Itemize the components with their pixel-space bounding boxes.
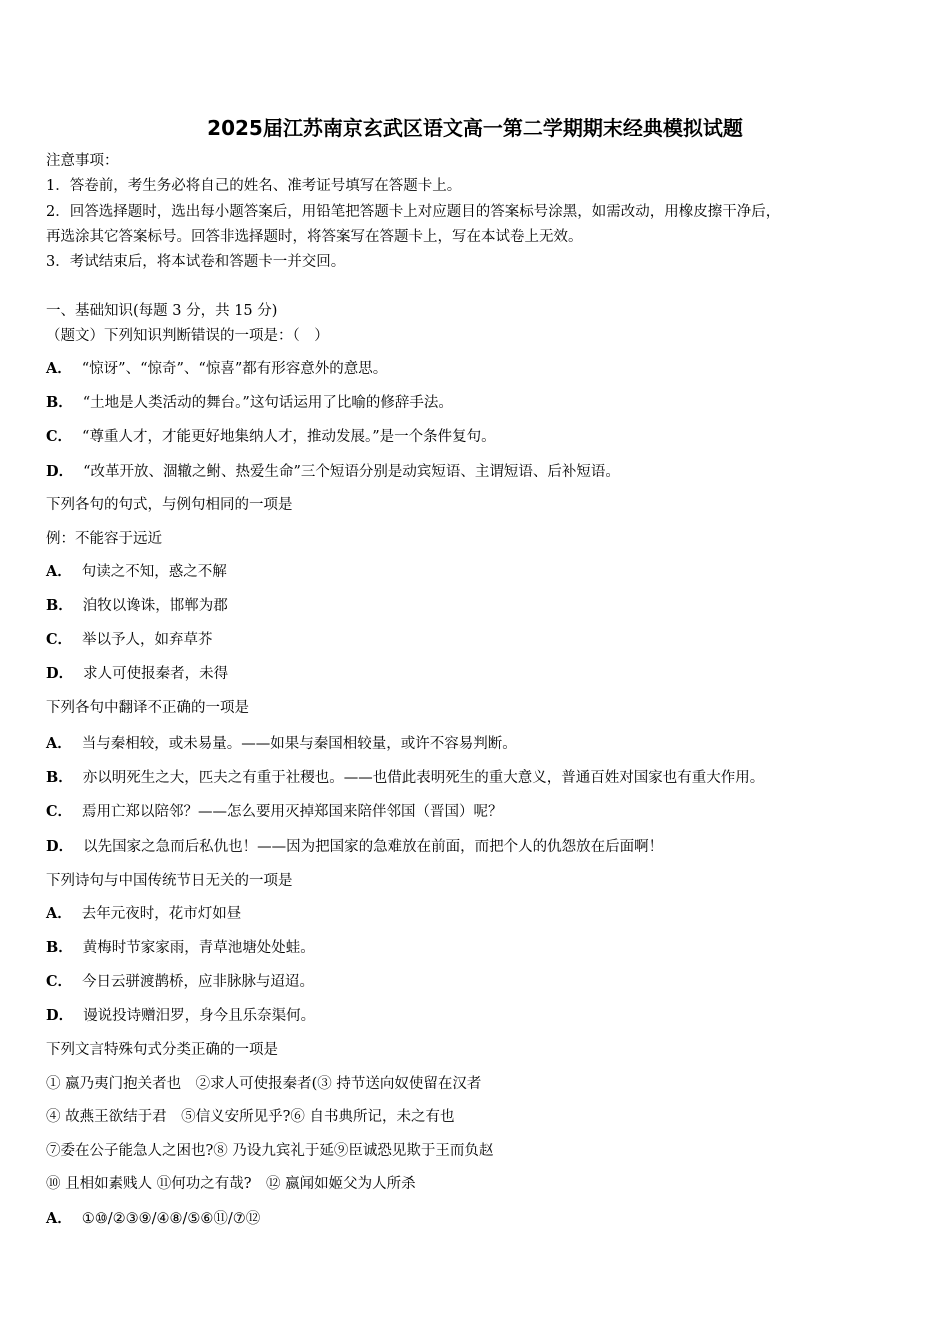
option-c [46,973,314,991]
notice-line: 2．回答选择题时，选出每小题答案后，用铅笔把答题卡上对应题目的答案标号涂黑，如需改动，用橡皮擦干净后， [46,204,781,220]
option-label: D． [46,665,74,682]
option-text: 谩说投诗赠汨罗，身今且乐奈渠何。 [83,1008,316,1024]
notice-line: 1．答卷前，考生务必将自己的姓名、准考证号填写在答题卡上。 [46,178,462,194]
option-text: 去年元夜时，花市灯如昼 [81,906,242,922]
option-text: 求人可使报秦者，未得 [83,666,229,682]
option-label: B． [46,939,73,956]
option-text: 今日云骈渡鹊桥，应非脉脉与迢迢。 [82,974,315,990]
option-text: 以先国家之急而后私仇也！——因为把国家的急难放在前面，而把个人的仇怨放在后面啊！ [83,839,664,855]
option-a [46,735,517,753]
option-label: D． [46,463,74,480]
option-d [46,463,620,481]
option-text: 句读之不知，惑之不解 [81,564,227,580]
option-label: C． [46,631,73,648]
option-c [46,631,213,649]
option-label: B． [46,597,73,614]
option-text: “尊重人才，才能更好地集纳人才，推动发展。”是一个条件复句。 [82,429,496,445]
option-text: 亦以明死生之大，匹夫之有重于社稷也。——也借此表明死生的重大意义，普通百姓对国家也有重大作用。 [82,770,765,786]
notice-line: 再选涂其它答案标号。回答非选择题时，将答案写在答题卡上，写在本试卷上无效。 [46,229,583,245]
question-stem: 下列各句的句式，与例句相同的一项是 [46,497,293,513]
option-a [46,1210,260,1228]
option-text: 焉用亡郑以陪邻？——怎么要用灭掉郑国来陪伴邻国（晋国）呢？ [82,804,503,820]
sentence-list-line: ⑦委在公子能急人之困也?⑧ 乃设九宾礼于延⑨臣诚恐见欺于王而负赵 [46,1143,494,1159]
option-b [46,939,315,957]
option-text: 黄梅时节家家雨，青草池塘处处蛙。 [82,940,315,956]
section-heading: 一、基础知识(每题 3 分，共 15 分) [46,303,278,319]
option-text: 举以予人，如弃草芥 [82,632,213,648]
sentence-list-line: ⑩ 且相如素贱人 ⑪何功之有哉? ⑫ 嬴闻如姬父为人所杀 [46,1176,416,1192]
option-c [46,428,496,446]
option-d [46,1007,315,1025]
option-text: “土地是人类活动的舞台。”这句话运用了比喻的修辞手法。 [82,395,453,411]
option-label: B． [46,769,73,786]
question-stem: 下列文言特殊句式分类正确的一项是 [46,1042,278,1058]
option-text: ①⑩/②③⑨/④⑧/⑤⑥⑪/⑦⑫ [81,1211,261,1227]
option-label: A． [46,905,72,922]
notice-heading: 注意事项： [46,153,119,169]
option-label: D． [46,1007,74,1024]
question-stem: （题文）下列知识判断错误的一项是：（ ） [46,328,329,344]
option-a [46,360,387,378]
option-b [46,394,453,412]
option-label: C． [46,428,73,445]
option-b [46,769,764,787]
option-label: B． [46,394,73,411]
option-c [46,803,503,821]
question-stem: 下列各句中翻译不正确的一项是 [46,700,249,716]
option-text: “改革开放、涸辙之鲋、热爱生命”三个短语分别是动宾短语、主谓短语、后补短语。 [83,464,620,480]
option-label: A． [46,360,72,377]
option-label: C． [46,973,73,990]
notice-line: 3．考试结束后，将本试卷和答题卡一并交回。 [46,254,346,270]
option-d [46,838,663,856]
sentence-list-line: ④ 故燕王欲结于君 ⑤信义安所见乎?⑥ 自书典所记，未之有也 [46,1109,455,1125]
option-label: A． [46,563,72,580]
option-a [46,905,241,923]
question-stem: 下列诗句与中国传统节日无关的一项是 [46,873,293,889]
option-b [46,597,228,615]
question-example: 例：不能容于远近 [46,531,162,547]
option-a [46,563,227,581]
page-title: 2025届江苏南京玄武区语文高一第二学期期末经典模拟试题 [207,116,743,140]
option-text: 当与秦相较，或未易量。——如果与秦国相较量，或许不容易判断。 [81,736,517,752]
option-label: C． [46,803,73,820]
option-text: “惊讶”、“惊奇”、“惊喜”都有形容意外的意思。 [81,361,388,377]
option-label: D． [46,838,74,855]
option-label: A． [46,1210,72,1227]
option-text: 洎牧以谗诛，邯郸为郡 [82,598,228,614]
option-d [46,665,228,683]
option-label: A． [46,735,72,752]
sentence-list-line: ① 嬴乃夷门抱关者也 ②求人可使报秦者(③ 持节送向奴使留在汉者 [46,1076,482,1092]
